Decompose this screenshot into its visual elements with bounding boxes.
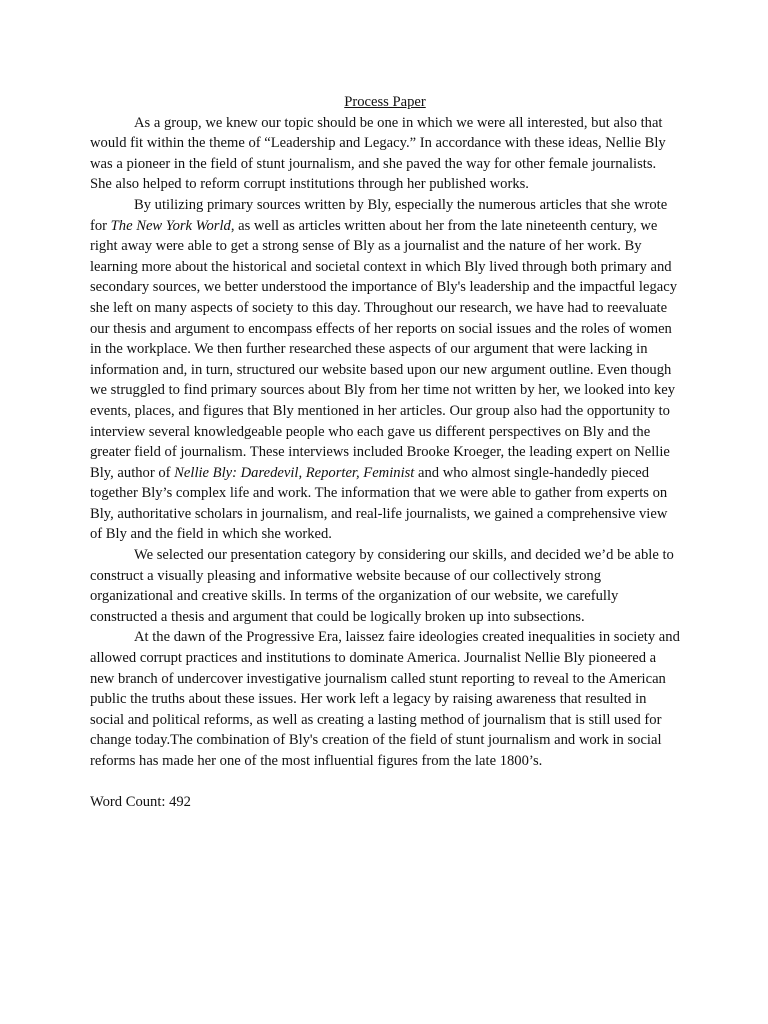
document-page bbox=[90, 92, 680, 812]
page-title-text: Process Paper bbox=[344, 94, 426, 110]
word-count: Word Count: 492 bbox=[90, 793, 191, 810]
body-paragraph bbox=[90, 195, 680, 545]
page-title bbox=[90, 92, 680, 113]
paragraph-text: As a group, we knew our topic should be one in which we were all interested, but also that would fit within the theme of “Leadership and Legacy.” In accordance with these ideas, Nellie Bly was a pioneer in the field of stunt journalism, and she paved the way for other female journalists. She also helped to reform corrupt institutions through her published works. bbox=[90, 114, 666, 193]
document-body bbox=[90, 113, 680, 772]
body-paragraph bbox=[90, 545, 680, 627]
italic-title: The New York World bbox=[110, 217, 231, 234]
paragraph-text: At the dawn of the Progressive Era, laissez faire ideologies created inequalities in society and allowed corrupt practices and institutions to dominate America. Journalist Nellie Bly pioneered a new branch of undercover investigative journalism called stunt reporting to reveal to the American public the truths about these issues. Her work left a legacy by raising awareness that resulted in social and political reforms, as well as creating a lasting method of journalism that is still used for change today.The combination of Bly's creation of the field of stunt journalism and work in social reforms has made her one of the most influential figures from the late 1800’s. bbox=[90, 629, 680, 769]
paragraph-text: and who almost single-handedly pieced together Bly’s complex life and work. The information that we were able to gather from experts on Bly, authoritative scholars in journalism, and real-life journalists, we gained a comprehensive view of Bly and the field in which she worked. bbox=[90, 464, 668, 543]
paragraph-text: , as well as articles written about her from the late nineteenth century, we right away were able to get a strong sense of Bly as a journalist and the nature of her work. By learning more about the historical and societal context in which Bly lived through both primary and secondary sources, we better understood the importance of Bly's leadership and the impactful legacy she left on many aspects of society to this day. Throughout our research, we have had to reevaluate our thesis and argument to encompass effects of her reports on social issues and the roles of women in the workplace. We then further researched these aspects of our argument that were lacking in information and, in turn, structured our website based upon our new argument outline. Even though we struggled to find primary sources about Bly from her time not written by her, we looked into key events, places, and figures that Bly mentioned in her articles. Our group also had the opportunity to interview several knowledgeable people who each gave us different perspectives on Bly and the greater field of journalism. These interviews included Brooke Kroeger, the leading expert on Nellie Bly, author of bbox=[90, 217, 677, 481]
body-paragraph bbox=[90, 627, 680, 771]
paragraph-text: We selected our presentation category by considering our skills, and decided we’d be able to construct a visually pleasing and informative website because of our collectively strong organizational and creative skills. In terms of the organization of our website, we carefully constructed a thesis and argument that could be logically broken up into subsections. bbox=[90, 547, 674, 625]
italic-title: Nellie Bly: Daredevil, Reporter, Feminist bbox=[174, 464, 415, 481]
paragraph-text: By utilizing primary sources written by Bly, especially the numerous articles that she wrote for bbox=[90, 196, 668, 234]
body-paragraph bbox=[90, 113, 680, 195]
